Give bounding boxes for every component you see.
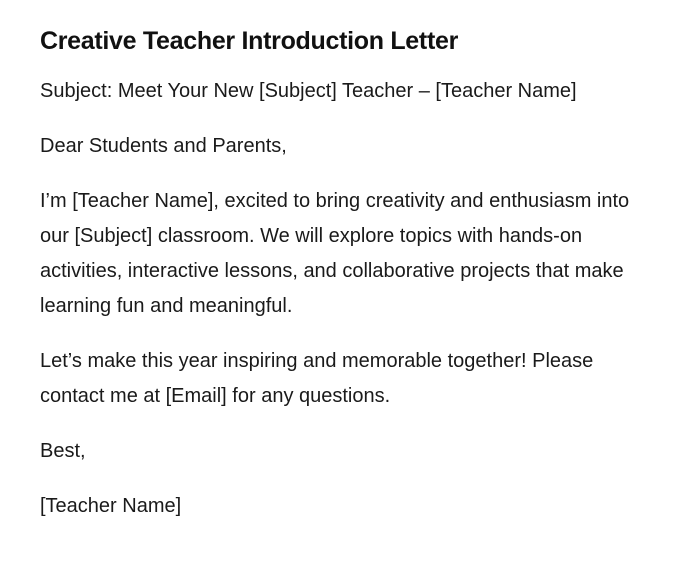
body-paragraph-closing: Let’s make this year inspiring and memorable together! Please contact me at [Email] for any questions.	[40, 350, 594, 407]
letter-title: Creative Teacher Introduction Letter	[40, 27, 458, 55]
body-paragraph-intro: I’m [Teacher Name], excited to bring creativity and enthusiasm into our [Subject] classroom. We will explore topics with hands-on activities, interactive lessons, and collaborative projects that make learning fun and meaningful.	[40, 190, 630, 317]
signature: [Teacher Name]	[40, 495, 182, 517]
closing-salutation: Best,	[40, 440, 86, 462]
letter-document	[40, 24, 650, 544]
subject-line: Subject: Meet Your New [Subject] Teacher – [Teacher Name]	[40, 80, 577, 102]
greeting: Dear Students and Parents,	[40, 135, 287, 157]
